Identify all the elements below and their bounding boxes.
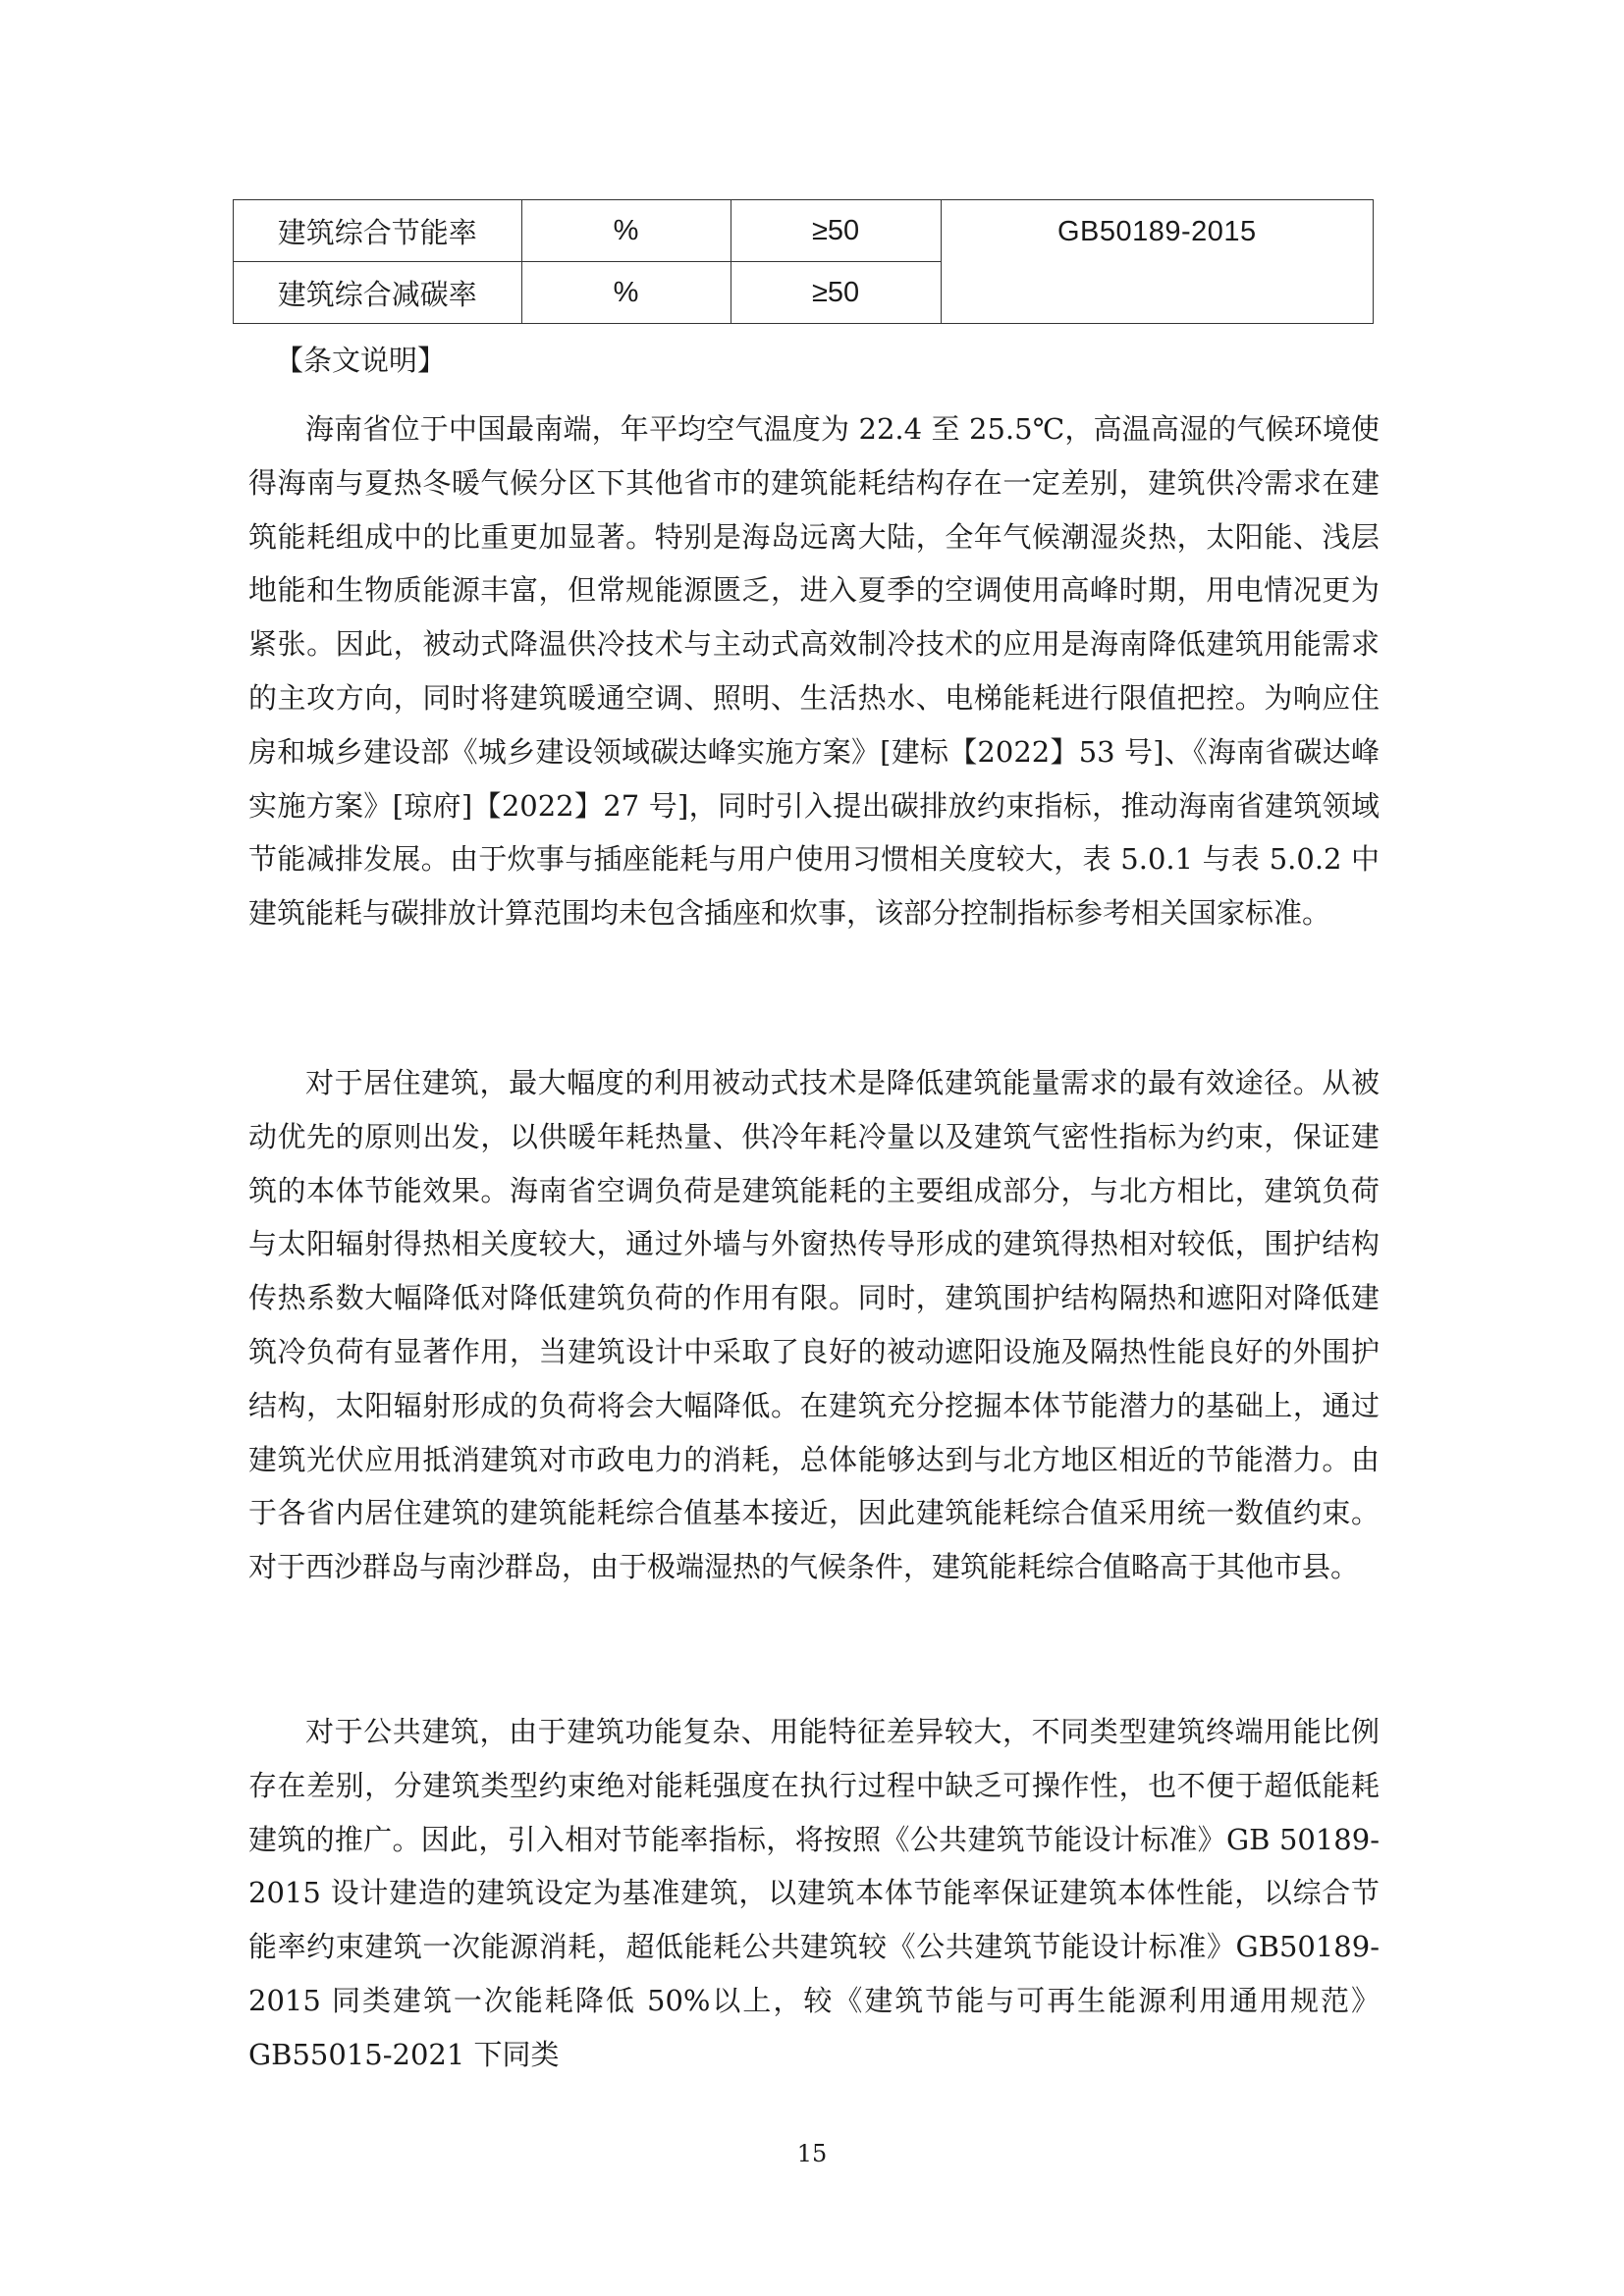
unit-cell: % — [521, 262, 731, 324]
value-cell: ≥50 — [731, 200, 941, 262]
page-number: 15 — [796, 2140, 828, 2167]
unit-cell: % — [521, 200, 731, 262]
table-row — [234, 200, 1374, 262]
indicator-name-cell: 建筑综合节能率 — [234, 200, 522, 262]
value-cell: ≥50 — [731, 262, 941, 324]
paragraph: 海南省位于中国最南端，年平均空气温度为 22.4 至 25.5℃，高温高湿的气候环境使得海南与夏热冬暖气候分区下其他省市的建筑能耗结构存在一定差别，建筑供冷需求在建筑能耗组成中的比重更加显著。特别是海岛远离大陆，全年气候潮湿炎热，太阳能、浅层地能和生物质能源丰富，但常规能源匮乏，进入夏季的空调使用高峰时期，用电情况更为紧张。因此，被动式降温供冷技术与主动式高效制冷技术的应用是海南降低建筑用能需求的主攻方向，同时将建筑暖通空调、照明、生活热水、电梯能耗进行限值把控。为响应住房和城乡建设部《城乡建设领域碳达峰实施方案》[建标【2022】53 号]、《海南省碳达峰实施方案》[琼府]【2022】27 号]，同时引入提出碳排放约束指标，推动海南省建筑领域节能减排发展。由于炊事与插座能耗与用户使用习惯相关度较大，表 5.0.1 与表 5.0.2 中建筑能耗与碳排放计算范围均未包含插座和炊事，该部分控制指标参考相关国家标准。 — [248, 412, 1380, 931]
indicator-name-cell: 建筑综合减碳率 — [234, 262, 522, 324]
paragraph: 对于居住建筑，最大幅度的利用被动式技术是降低建筑能量需求的最有效途径。从被动优先的原则出发，以供暖年耗热量、供冷年耗冷量以及建筑气密性指标为约束，保证建筑的本体节能效果。海南省空调负荷是建筑能耗的主要组成部分，与北方相比，建筑负荷与太阳辐射得热相关度较大，通过外墙与外窗热传导形成的建筑得热相对较低，围护结构传热系数大幅降低对降低建筑负荷的作用有限。同时，建筑围护结构隔热和遮阳对降低建筑冷负荷有显著作用，当建筑设计中采取了良好的被动遮阳设施及隔热性能良好的外围护结构，太阳辐射形成的负荷将会大幅降低。在建筑充分挖掘本体节能潜力的基础上，通过建筑光伏应用抵消建筑对市政电力的消耗，总体能够达到与北方地区相近的节能潜力。由于各省内居住建筑的建筑能耗综合值基本接近，因此建筑能耗综合值采用统一数值约束。对于西沙群岛与南沙群岛，由于极端湿热的气候条件，建筑能耗综合值略高于其他市县。 — [248, 1066, 1380, 1584]
paragraph: 对于公共建筑，由于建筑功能复杂、用能特征差异较大，不同类型建筑终端用能比例存在差别，分建筑类型约束绝对能耗强度在执行过程中缺乏可操作性，也不便于超低能耗建筑的推广。因此，引入相对节能率指标，将按照《公共建筑节能设计标准》GB 50189-2015 设计建造的建筑设定为基准建筑，以建筑本体节能率保证建筑本体性能，以综合节能率约束建筑一次能源消耗，超低能耗公共建筑较《公共建筑节能设计标准》GB50189-2015 同类建筑一次能耗降低 50%以上，较《建筑节能与可再生能源利用通用规范》GB55015-2021 下同类 — [248, 1715, 1380, 2071]
indicator-table — [233, 199, 1374, 324]
standard-cell: GB50189-2015 — [941, 200, 1373, 324]
section-label: 【条文说明】 — [275, 344, 447, 377]
